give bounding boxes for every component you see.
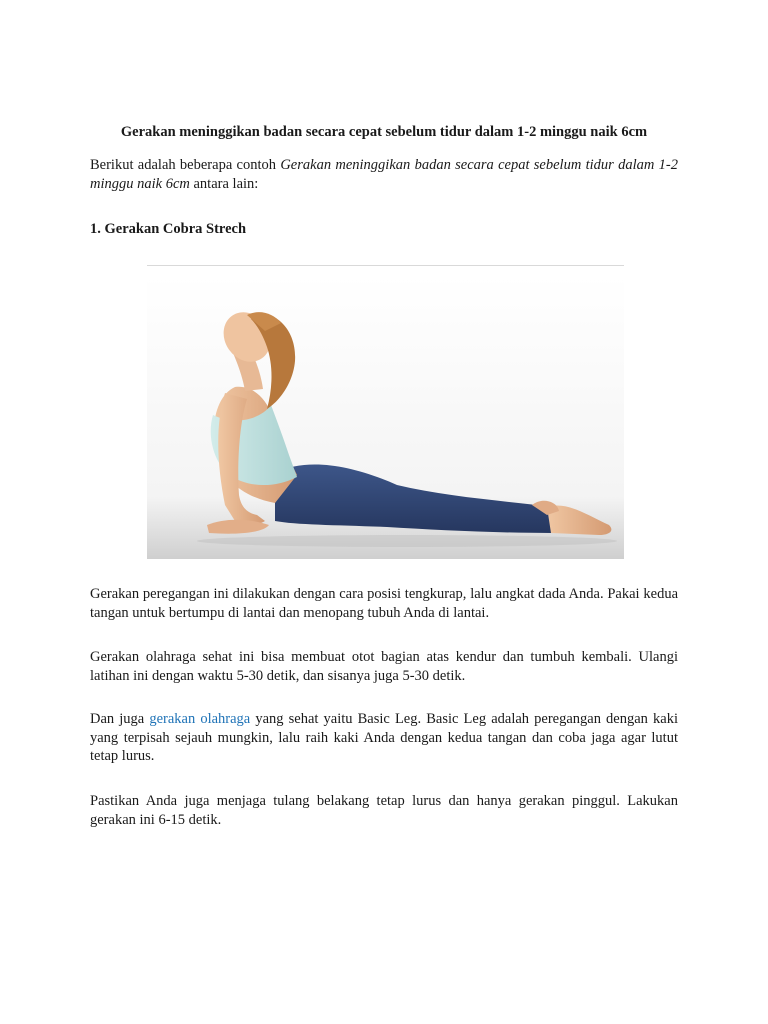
intro-paragraph [90,156,678,193]
gerakan-olahraga-link[interactable]: gerakan olahraga [149,711,251,727]
document-title: Gerakan meninggikan badan secara cepat sebelum tidur dalam 1-2 minggu naik 6cm [120,124,648,140]
paragraph-3-after: yang sehat yaitu Basic Leg. Basic Leg adalah peregangan dengan kaki yang terpisah sejauh mungkin, lalu raih kaki Anda dengan kedua tangan dan coba jaga agar lutut tetap lurus. [90,711,678,764]
cobra-pose-image [147,275,624,559]
paragraph-3-before: Dan juga [90,711,150,727]
paragraph-1: Gerakan peregangan ini dilakukan dengan cara posisi tengkurap, lalu angkat dada Anda. Pakai kedua tangan untuk bertumpu di lantai dan menopang tubuh Anda di lantai. [90,586,678,621]
paragraph-3 [90,710,678,766]
intro-emphasis: Gerakan meninggikan badan secara cepat sebelum tidur dalam 1-2 minggu naik 6cm [90,157,678,192]
cobra-pose-figure [147,265,624,559]
paragraph-4: Pastikan Anda juga menjaga tulang belakang tetap lurus dan hanya gerakan pinggul. Lakukan gerakan ini 6-15 detik. [90,793,678,828]
intro-text-after: antara lain: [189,175,259,192]
paragraph-2: Gerakan olahraga sehat ini bisa membuat otot bagian atas kendur dan tumbuh kembali. Ulangi latihan ini dengan waktu 5-30 detik, dan sisanya juga 5-30 detik. [90,649,678,684]
figure-top-divider [147,265,624,266]
intro-text-before: Berikut adalah beberapa contoh [90,157,281,173]
section-heading: 1. Gerakan Cobra Strech [90,221,247,237]
